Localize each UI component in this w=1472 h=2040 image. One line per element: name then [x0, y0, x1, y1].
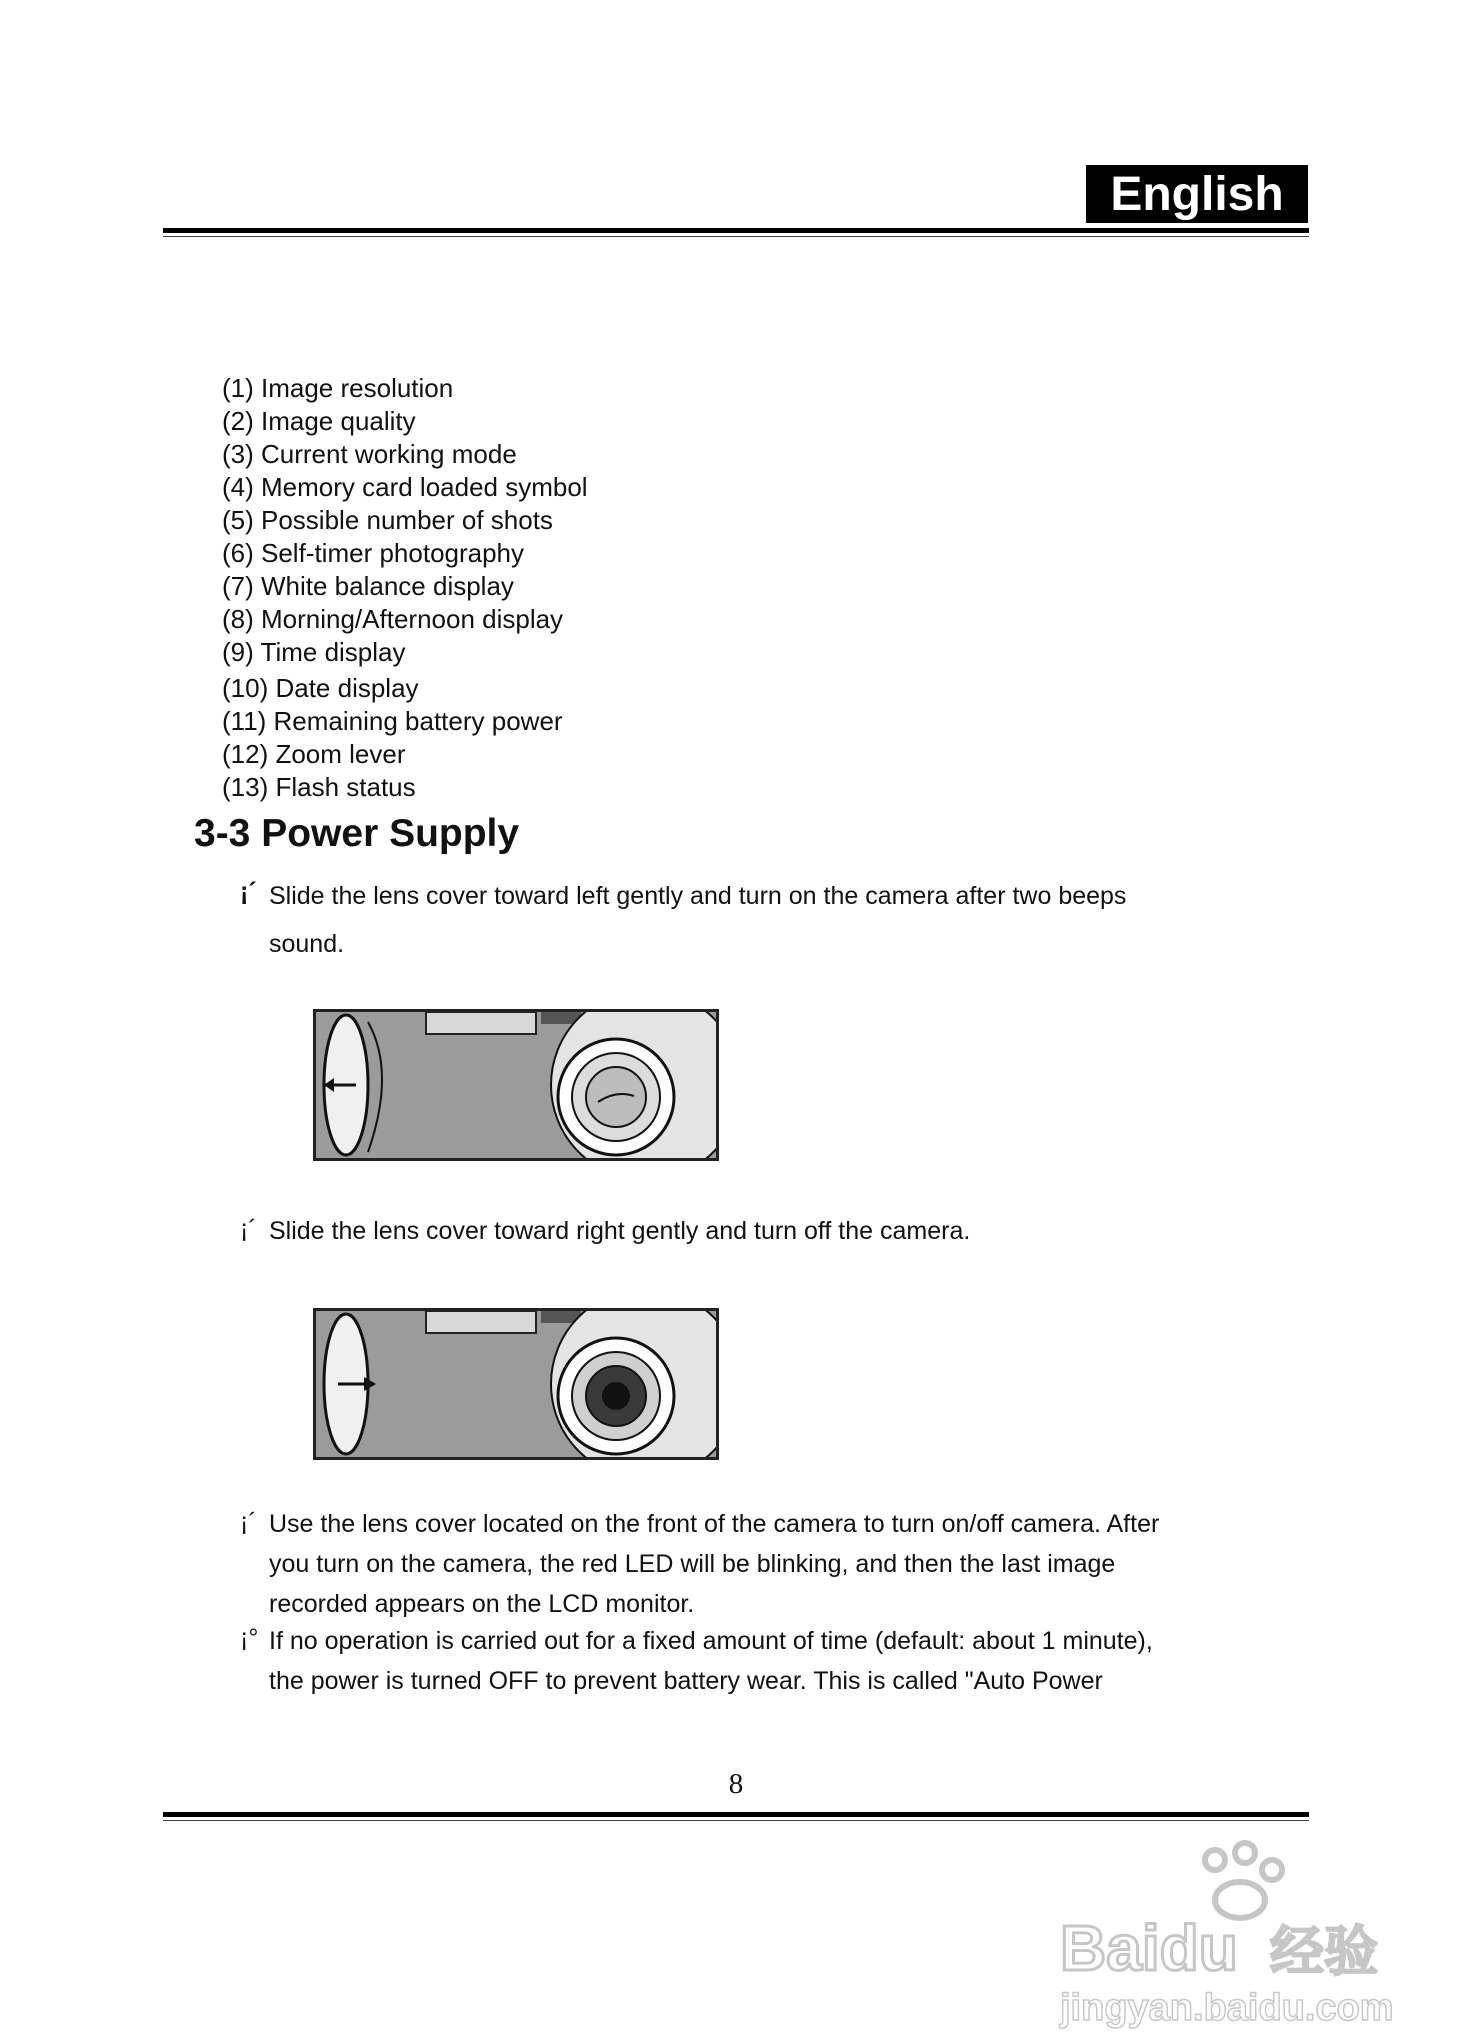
note-lens-cover-line2: you turn on the camera, the red LED will be blinking, and then the last image: [269, 1550, 1116, 1578]
header-rule: [163, 228, 1309, 233]
bullet-glyph: ¡´: [240, 1508, 257, 1536]
camera-lens-closed-illustration: [316, 1311, 716, 1457]
legend-item: (5) Possible number of shots: [222, 505, 553, 535]
step-turn-on-line2: sound.: [269, 930, 345, 958]
note-lens-cover-line3: recorded appears on the LCD monitor.: [269, 1590, 695, 1618]
legend-item: (3) Current working mode: [222, 439, 517, 469]
legend-item: (7) White balance display: [222, 571, 514, 601]
camera-lens-open-figure: [313, 1009, 719, 1161]
legend-item: (10) Date display: [222, 673, 419, 703]
legend-item: (13) Flash status: [222, 772, 416, 802]
step-turn-on-line1: Slide the lens cover toward left gently and turn on the camera after two beeps: [269, 882, 1127, 910]
note-auto-power: [243, 1621, 1303, 1701]
note-lens-cover-line1: Use the lens cover located on the front of the camera to turn on/off camera. After: [269, 1510, 1160, 1538]
note-auto-power-line2: the power is turned OFF to prevent battery wear. This is called "Auto Power: [269, 1667, 1103, 1695]
bullet-glyph: ¡´: [240, 878, 257, 906]
legend-item: (4) Memory card loaded symbol: [222, 472, 588, 502]
watermark-brand-cn: 经验: [1270, 1920, 1378, 1983]
baidu-watermark: [1040, 1815, 1440, 2040]
note-lens-cover: [243, 1504, 1303, 1624]
legend-item: (1) Image resolution: [222, 373, 454, 403]
legend-item: (9) Time display: [222, 637, 406, 667]
bullet-glyph: ¡´: [240, 1215, 257, 1243]
step-turn-off: [243, 1211, 1283, 1251]
bullet-glyph: ¡°: [240, 1624, 259, 1652]
legend-item: (8) Morning/Afternoon display: [222, 604, 564, 634]
language-label: English: [1110, 167, 1284, 221]
note-auto-power-line1: If no operation is carried out for a fixed amount of time (default: about 1 minute),: [269, 1627, 1153, 1655]
legend-item: (12) Zoom lever: [222, 739, 406, 769]
paw-logo-icon: [1040, 1815, 1440, 2040]
language-badge: [1086, 165, 1308, 223]
step-turn-off-text: Slide the lens cover toward right gently and turn off the camera.: [269, 1217, 971, 1245]
camera-lens-open-illustration: [316, 1012, 716, 1158]
header-rule-thin: [163, 236, 1309, 237]
camera-lens-closed-figure: [313, 1308, 719, 1460]
watermark-brand: Baidu: [1060, 1912, 1238, 1984]
page-number: 8: [728, 1768, 744, 1800]
section-title: 3-3 Power Supply: [194, 812, 520, 855]
lcd-legend-list: [222, 372, 588, 804]
watermark-url: jingyan.baidu.com: [1060, 1987, 1394, 2029]
legend-item: (2) Image quality: [222, 406, 416, 436]
legend-item: (6) Self-timer photography: [222, 538, 525, 568]
step-turn-on: [243, 876, 1283, 964]
legend-item: (11) Remaining battery power: [222, 706, 563, 736]
